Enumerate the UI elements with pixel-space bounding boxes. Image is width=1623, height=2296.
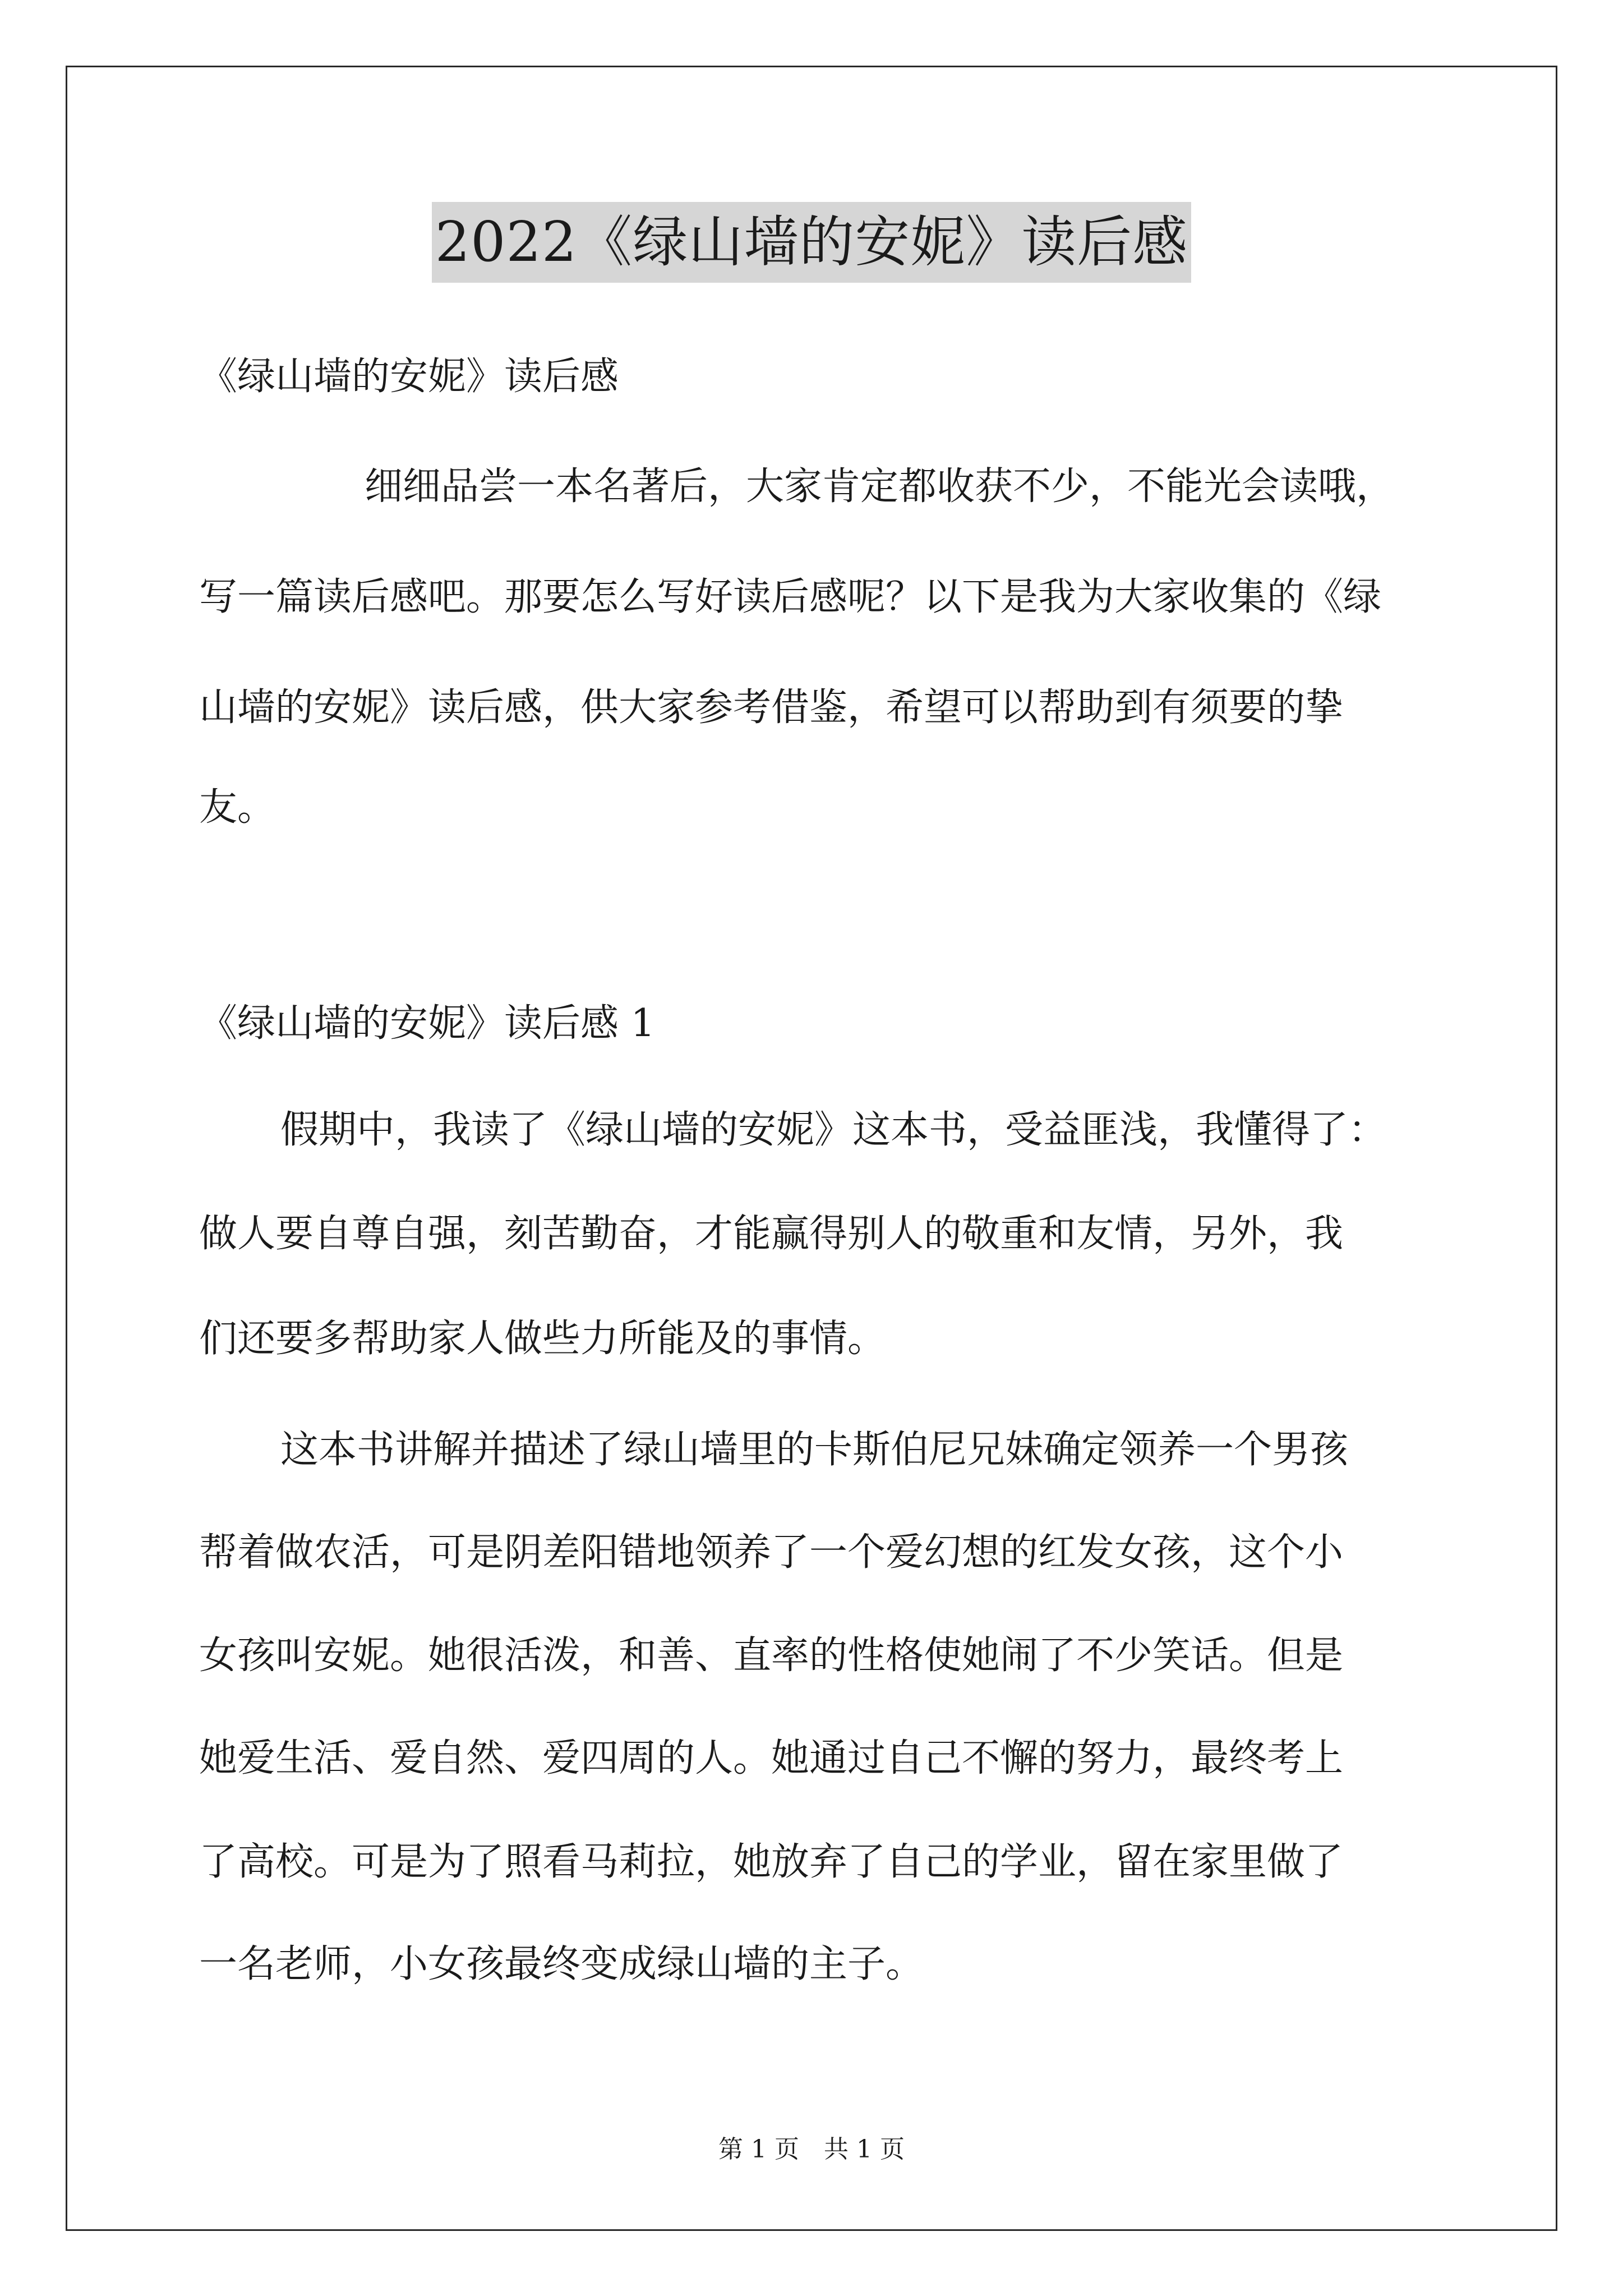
intro-line-2: 写一篇读后感吧。那要怎么写好读后感呢？以下是我为大家收集的《绿: [199, 575, 1382, 619]
paragraph2-line-1: 这本书讲解并描述了绿山墙里的卡斯伯尼兄妹确定领养一个男孩: [280, 1428, 1349, 1472]
paragraph2-line-5: 了高校。可是为了照看马莉拉，她放弃了自己的学业，留在家里做了: [199, 1840, 1344, 1884]
paragraph1-line-2: 做人要自尊自强，刻苦勤奋，才能赢得别人的敬重和友情，另外，我: [199, 1212, 1344, 1256]
paragraph2-line-6: 一名老师，小女孩最终变成绿山墙的主子。: [199, 1942, 924, 1986]
subtitle: 《绿山墙的安妮》读后感: [199, 355, 619, 399]
paragraph2-line-3: 女孩叫安妮。她很活泼，和善、直率的性格使她闹了不少笑话。但是: [199, 1634, 1344, 1678]
intro-line-1: 细细品尝一本名著后，大家肯定都收获不少，不能光会读哦，: [365, 464, 1395, 509]
paragraph1-line-3: 们还要多帮助家人做些力所能及的事情。: [199, 1317, 886, 1361]
paragraph2-line-4: 她爱生活、爱自然、爱四周的人。她通过自己不懈的努力，最终考上: [199, 1736, 1344, 1780]
page-footer: 第 1 页 共 1 页: [718, 2135, 905, 2164]
intro-line-4: 友。: [199, 785, 276, 830]
section-heading: 《绿山墙的安妮》读后感 1: [199, 1001, 655, 1046]
title-container: [0, 202, 1623, 283]
document-title: 2022《绿山墙的安妮》读后感: [432, 202, 1191, 283]
intro-line-3: 山墙的安妮》读后感，供大家参考借鉴，希望可以帮助到有须要的挚: [199, 685, 1344, 730]
paragraph2-line-2: 帮着做农活，可是阴差阳错地领养了一个爱幻想的红发女孩，这个小: [199, 1530, 1344, 1575]
paragraph1-line-1: 假期中，我读了《绿山墙的安妮》这本书，受益匪浅，我懂得了：: [280, 1108, 1387, 1152]
